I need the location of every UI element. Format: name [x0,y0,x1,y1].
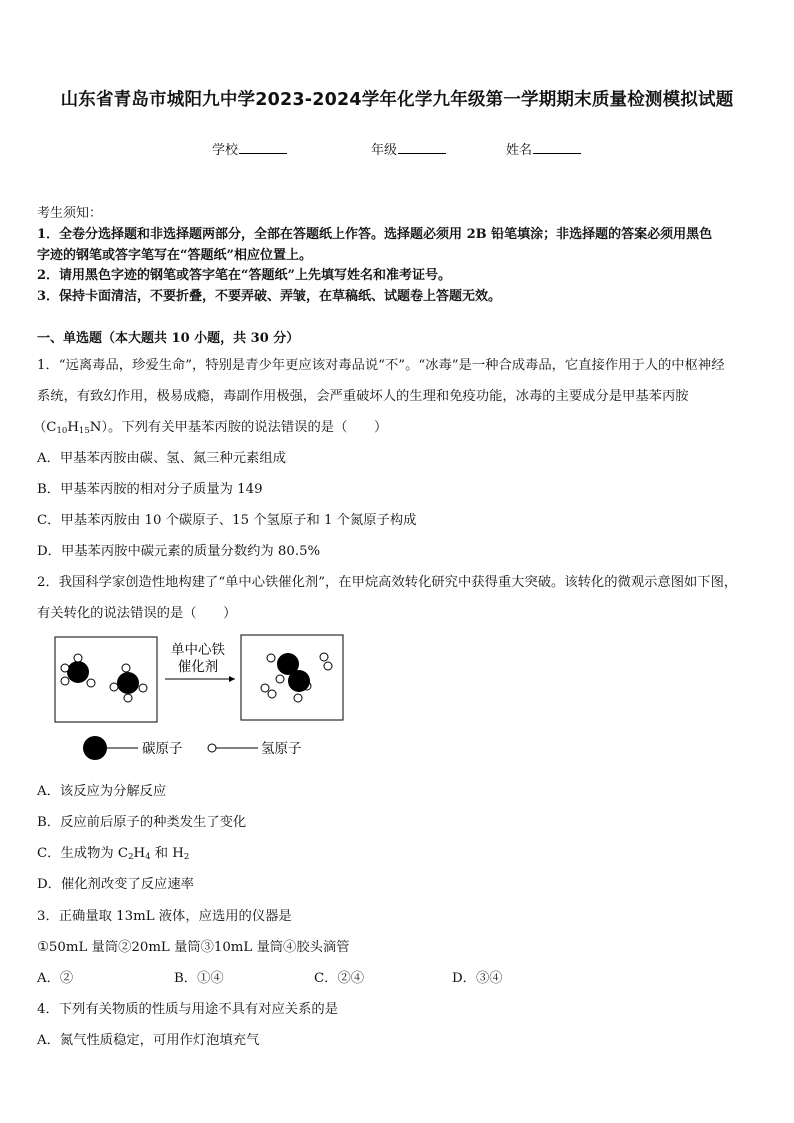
hydrogen-atom [61,677,69,685]
q1-option-b: B．甲基苯丙胺的相对分子质量为 149 [37,482,263,497]
q3-stem-line-1: 3．正确量取 13mL 液体，应选用的仪器是 [37,909,292,924]
methane-molecule-1 [61,654,95,687]
grade-blank [398,152,446,154]
legend-hydrogen-icon [208,744,216,752]
hydrogen-atom [261,684,269,692]
reaction-diagram [40,628,360,764]
q3-option-a: A．② [37,971,74,986]
catalyst-label-line-2: 催化剂 [177,659,219,675]
notice-item-1-line-2: 字迹的钢笔或答字笔写在“答题纸”相应位置上。 [37,248,312,263]
notice-item-3: 3．保持卡面清洁，不要折叠，不要弄破、弄皱，在草稿纸、试题卷上答题无效。 [37,289,502,304]
page-title: 山东省青岛市城阳九中学2023-2024学年化学九年级第一学期期末质量检测模拟试题 [60,90,734,110]
name-label: 姓名 [506,143,533,158]
legend-hydrogen-label: 氢原子 [261,741,302,757]
carbon-atom [117,672,139,694]
q2-stem-line-1: 2．我国科学家创造性地构建了“单中心铁催化剂”，在甲烷高效转化研究中获得重大突破。该转化的微观示意图如下图， [37,575,738,590]
hydrogen-atom [324,662,332,670]
q2-option-a: A．该反应为分解反应 [37,784,167,799]
hydrogen-atom [267,654,275,662]
school-field [212,139,287,158]
legend-carbon-icon [83,736,107,760]
hydrogen-atom [74,654,82,662]
q1-option-c: C．甲基苯丙胺由 10 个碳原子、15 个氢原子和 1 个氮原子构成 [37,513,417,528]
grade-label: 年级 [371,143,398,158]
hydrogen-atom [87,679,95,687]
q1-stem-line-2: 系统，有致幻作用，极易成瘾，毒副作用极强，会严重破坏人的生理和免疫功能，冰毒的主要成分是甲基苯丙胺 [37,389,689,404]
name-blank [533,152,581,154]
carbon-atom [288,670,310,692]
grade-field [371,139,446,158]
notice-item-1-line-1: 1．全卷分选择题和非选择题两部分，全部在答题纸上作答。选择题必须用 2B 铅笔填涂；非选择题的答案必须用黑色 [37,227,713,242]
q1-stem-line-3: $(C_{10}H_{15}N)$。下列有关甲基苯丙胺的说法错误的是（ ） [33,420,388,436]
hydrogen-molecule-2 [261,684,276,698]
q3-option-c: C．②④ [314,971,365,986]
q4-option-a: A．氮气性质稳定，可用作灯泡填充气 [37,1033,260,1048]
q1-option-a: A．甲基苯丙胺由碳、氢、氮三种元素组成 [37,451,286,466]
school-label: 学校 [212,143,239,158]
carbon-atom [67,661,89,683]
arrow-head [229,676,235,682]
q2-option-c: C．生成物为 $C_2H_4$ 和 $H_2$ [37,846,190,862]
hydrogen-atom [61,664,69,672]
legend-carbon-label: 碳原子 [142,741,183,757]
hydrogen-atom [110,683,118,691]
notice-heading: 考生须知： [37,206,103,221]
q2-option-b: B．反应前后原子的种类发生了变化 [37,815,247,830]
hydrogen-atom [268,690,276,698]
methane-molecule-2 [110,664,147,702]
q3-stem-line-2: ①50mL 量筒②20mL 量筒③10mL 量筒④胶头滴管 [37,940,350,955]
q4-stem-line-1: 4．下列有关物质的性质与用途不具有对应关系的是 [37,1002,338,1017]
q2-stem-line-2: 有关转化的说法错误的是（ ） [37,606,237,621]
q3-option-d: D．③④ [452,971,503,986]
hydrogen-atom [124,694,132,702]
q1-option-d: D．甲基苯丙胺中碳元素的质量分数约为 80.5% [37,544,321,559]
notice-item-2: 2．请用黑色字迹的钢笔或答字笔在“答题纸”上先填写姓名和准考证号。 [37,268,452,283]
hydrogen-atom [122,664,130,672]
hydrogen-atom [139,684,147,692]
q3-option-b: B．①④ [174,971,224,986]
catalyst-label-line-1: 单中心铁 [171,642,225,658]
q1-stem-line-1: 1．“远离毒品，珍爱生命”，特别是青少年更应该对毒品说“不”。“冰毒”是一种合成毒品，它直接作用于人的中枢神经 [37,358,725,373]
name-field [506,139,581,158]
q2-option-d: D．催化剂改变了反应速率 [37,877,194,892]
hydrogen-atom [294,694,302,702]
hydrogen-molecule-1 [320,653,332,670]
school-blank [239,152,287,154]
hydrogen-atom [276,675,284,683]
section-heading: 一、单选题（本大题共 10 小题，共 30 分） [37,331,300,346]
hydrogen-atom [320,653,328,661]
